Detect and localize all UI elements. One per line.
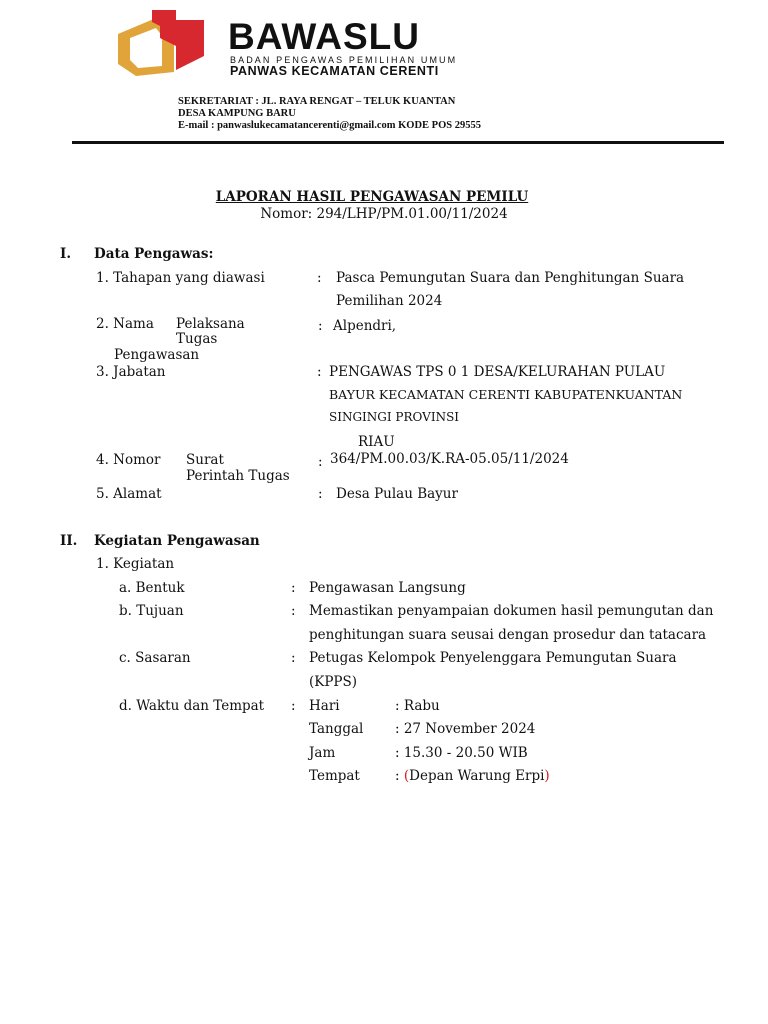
field-label-tujuan: b. Tujuan	[119, 603, 184, 619]
field-value-jabatan: PENGAWAS TPS 0 1 DESA/KELURAHAN PULAU	[329, 364, 666, 380]
field-value-jabatan-cont: RIAU	[358, 434, 395, 450]
subsection-heading: 1. Kegiatan	[96, 556, 175, 572]
field-value-nama: Alpendri,	[333, 318, 397, 334]
brand-name: BAWASLU	[228, 16, 420, 57]
field-value-sasaran-cont: (KPPS)	[309, 674, 358, 690]
field-label-waktu-tempat: d. Waktu dan Tempat	[119, 698, 265, 714]
tempat-prefix: :	[395, 768, 404, 784]
field-colon: :	[317, 270, 322, 286]
field-label-nama: 2. Nama	[96, 316, 154, 332]
field-value-sasaran: Petugas Kelompok Penyelenggara Pemungutan Suara	[309, 650, 677, 666]
tempat-open-paren: (	[403, 768, 410, 784]
jam-label: Jam	[309, 745, 336, 761]
field-colon: :	[317, 364, 322, 380]
field-value-tujuan: Memastikan penyampaian dokumen hasil pemungutan dan	[309, 603, 714, 619]
document-title: LAPORAN HASIL PENGAWASAN PEMILU	[215, 189, 529, 205]
field-label-tahapan: 1. Tahapan yang diawasi	[96, 270, 265, 286]
brand-subtitle: BADAN PENGAWAS PEMILIHAN UMUM	[230, 55, 458, 65]
field-label-alamat: 5. Alamat	[96, 486, 162, 502]
tempat-close-paren: )	[544, 768, 550, 784]
field-colon: :	[318, 454, 323, 470]
field-label-nomor-surat: Perintah Tugas	[186, 468, 290, 484]
field-colon: :	[318, 486, 323, 502]
field-label-nama: Pelaksana	[176, 316, 245, 332]
field-label-nomor-surat: 4. Nomor	[96, 452, 161, 468]
field-label-sasaran: c. Sasaran	[119, 650, 191, 666]
section-number: I.	[60, 246, 72, 262]
brand-office: PANWAS KECAMATAN CERENTI	[230, 64, 439, 78]
field-value-jabatan-cont: SINGINGI PROVINSI	[329, 410, 460, 424]
field-label-bentuk: a. Bentuk	[119, 580, 185, 596]
section-number: II.	[60, 533, 78, 549]
header-divider	[72, 141, 724, 144]
field-label-jabatan: 3. Jabatan	[96, 364, 166, 380]
field-colon: :	[291, 580, 296, 596]
section-heading: Data Pengawas:	[94, 246, 214, 262]
field-value-tujuan-cont: penghitungan suara seusai dengan prosedur dan tatacara	[309, 627, 707, 643]
section-heading: Kegiatan Pengawasan	[94, 533, 260, 549]
address-line: SEKRETARIAT : JL. RAYA RENGAT – TELUK KUANTAN	[178, 96, 456, 107]
field-value-bentuk: Pengawasan Langsung	[309, 580, 466, 596]
hari-label: Hari	[309, 698, 340, 714]
jam-value: : 15.30 - 20.50 WIB	[395, 745, 528, 761]
tempat-text: Depan Warung Erpi	[409, 768, 545, 784]
field-value-tahapan-cont: Pemilihan 2024	[336, 293, 443, 309]
field-label-nama: Tugas	[176, 331, 218, 347]
field-value-tahapan: Pasca Pemungutan Suara dan Penghitungan Suara	[336, 270, 685, 286]
field-label-nama: Pengawasan	[114, 347, 200, 363]
tempat-label: Tempat	[309, 768, 360, 784]
tempat-value	[395, 768, 550, 784]
field-colon: :	[291, 603, 296, 619]
address-line: DESA KAMPUNG BARU	[178, 108, 296, 119]
hari-value: : Rabu	[395, 698, 440, 714]
field-colon: :	[291, 698, 296, 714]
field-colon: :	[291, 650, 296, 666]
field-value-alamat: Desa Pulau Bayur	[336, 486, 458, 502]
field-value-jabatan-cont: BAYUR KECAMATAN CERENTI KABUPATENKUANTAN	[329, 387, 683, 402]
field-label-nomor-surat: Surat	[186, 452, 224, 468]
tanggal-label: Tanggal	[309, 721, 364, 737]
field-colon: :	[318, 318, 323, 334]
field-value-nomor-surat: 364/PM.00.03/K.RA-05.05/11/2024	[330, 451, 569, 467]
document-number: Nomor: 294/LHP/PM.01.00/11/2024	[260, 206, 508, 222]
address-email-line: E-mail : panwaslukecamatancerenti@gmail.com KODE POS 29555	[178, 120, 481, 131]
tanggal-value: : 27 November 2024	[395, 721, 536, 737]
bawaslu-logo-icon	[116, 8, 208, 76]
